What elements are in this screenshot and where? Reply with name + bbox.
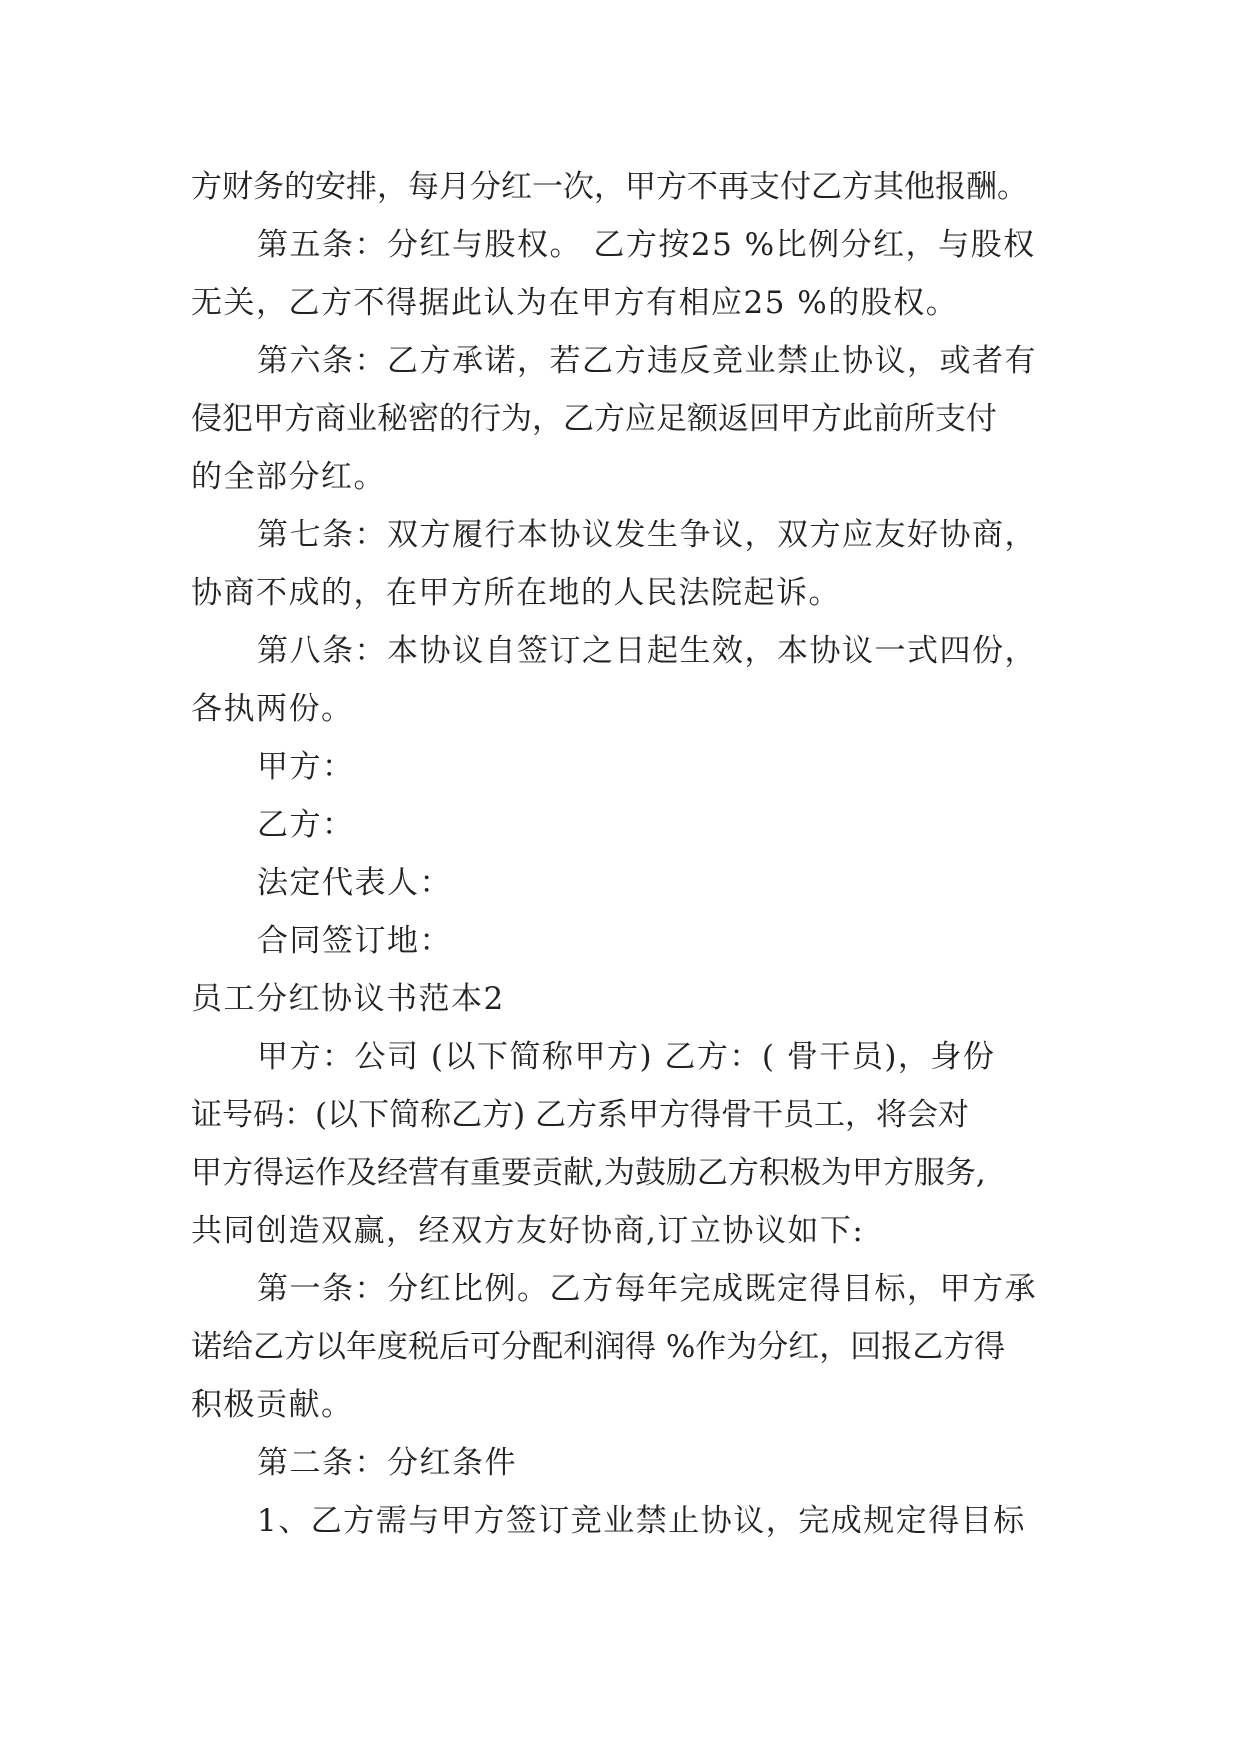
section-title: 员工分红协议书范本2: [191, 981, 505, 1017]
article-5-line: 第五条：分红与股权。 乙方按25 %比例分红，与股权: [257, 227, 1036, 263]
party-b-signature-label: 乙方：: [257, 807, 355, 843]
text-line: 证号码：(以下简称乙方) 乙方系甲方得骨干员工，将会对: [191, 1097, 970, 1133]
condition-1-line: 1、乙方需与甲方签订竞业禁止协议，完成规定得目标: [257, 1503, 1026, 1539]
contract-location-label: 合同签订地：: [257, 923, 452, 959]
text-line: 共同创造双赢，经双方友好协商,订立协议如下:: [191, 1213, 865, 1249]
text-line: 积极贡献。: [191, 1387, 354, 1423]
text-line: 侵犯甲方商业秘密的行为，乙方应足额返回甲方此前所支付: [191, 401, 997, 437]
legal-representative-label: 法定代表人：: [257, 865, 452, 901]
article-6-line: 第六条：乙方承诺，若乙方违反竞业禁止协议，或者有: [257, 343, 1037, 379]
article-2-heading: 第二条：分红条件: [257, 1445, 517, 1481]
document-body: [191, 158, 1061, 1550]
party-a-signature-label: 甲方：: [257, 749, 355, 785]
article-1-line: 第一条：分红比例。乙方每年完成既定得目标，甲方承: [257, 1271, 1037, 1307]
text-line: 方财务的安排，每月分红一次，甲方不再支付乙方其他报酬。: [191, 169, 1028, 205]
text-line: 各执两份。: [191, 691, 354, 727]
article-7-line: 第七条：双方履行本协议发生争议，双方应友好协商，: [257, 517, 1037, 553]
text-line: 无关，乙方不得据此认为在甲方有相应25 %的股权。: [191, 285, 959, 321]
text-line: 协商不成的，在甲方所在地的人民法院起诉。: [191, 575, 841, 611]
text-line: 的全部分红。: [191, 459, 386, 495]
parties-intro-line: 甲方：公司 (以下简称甲方) 乙方：( 骨干员)，身份: [257, 1039, 996, 1075]
text-line: 甲方得运作及经营有重要贡献,为鼓励乙方积极为甲方服务,: [191, 1155, 986, 1191]
article-8-line: 第八条：本协议自签订之日起生效，本协议一式四份，: [257, 633, 1037, 669]
text-line: 诺给乙方以年度税后可分配利润得 %作为分红，回报乙方得: [191, 1329, 1006, 1365]
